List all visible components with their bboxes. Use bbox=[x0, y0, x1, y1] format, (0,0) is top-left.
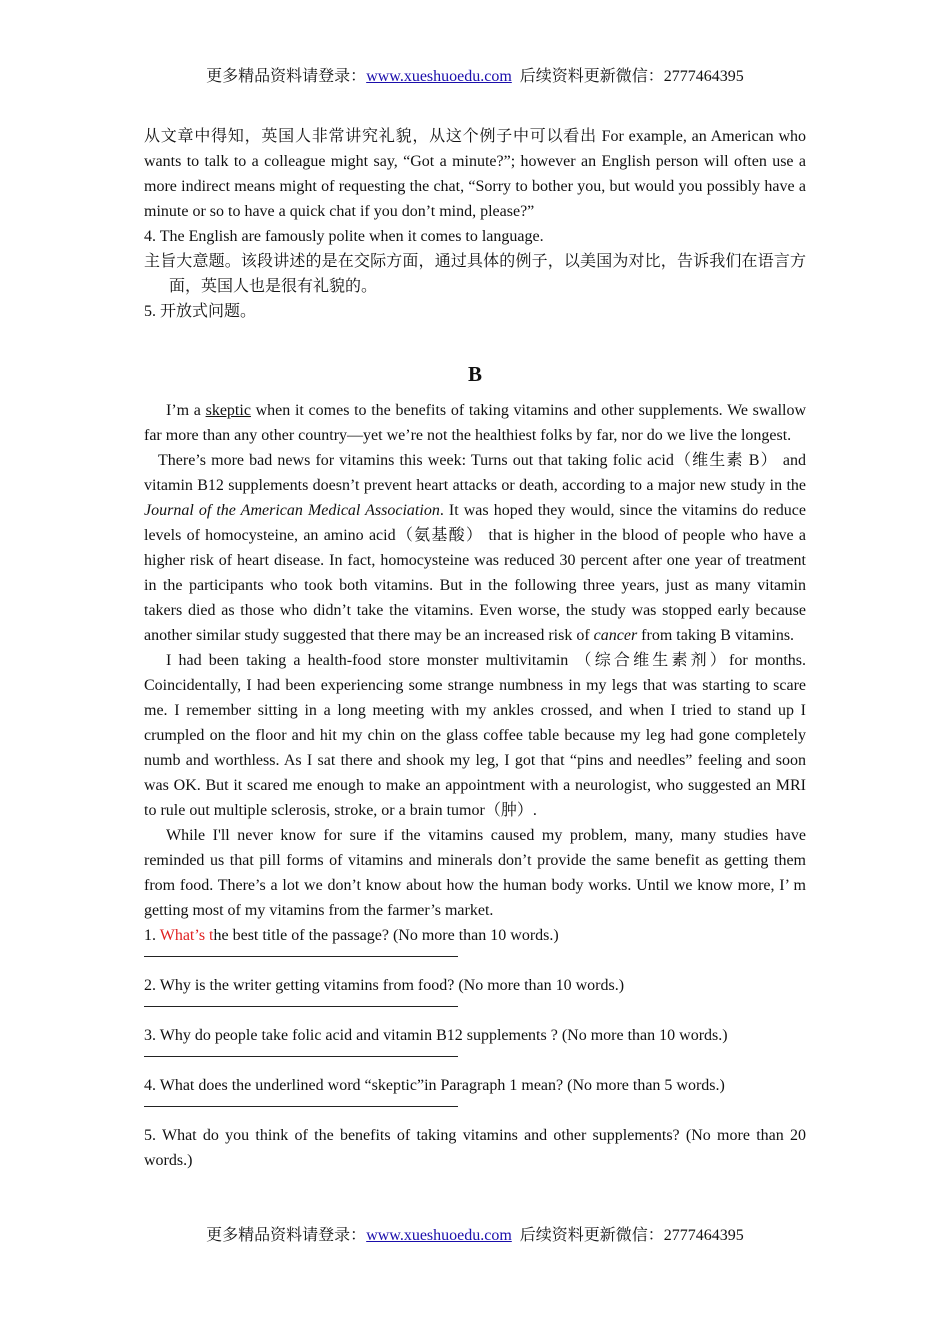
answer-line-4[interactable] bbox=[144, 1106, 458, 1107]
passage-paragraph-2 bbox=[144, 448, 806, 648]
question-5: 5. What do you think of the benefits of taking vitamins and other supplements? (No more than 20 words.) bbox=[144, 1127, 806, 1169]
section-title: B bbox=[467, 362, 482, 386]
p2-mid: . It was hoped they would, since the vitamins do reduce levels of homocysteine, an amino acid（氨基酸） that is higher in the blood of people who have a higher risk of heart disease. In fact, homocysteine was reduced 30 percent after one year of treatment in the participants who took both vitamins. But in the following three years, just as many vitamin takers died as those who didn’t take the vitamins. Even worse, the study was stopped early because another similar study suggested that there may be an increased risk of bbox=[144, 502, 806, 644]
answer-4: 4. The English are famously polite when it comes to language. bbox=[144, 228, 544, 245]
p2-post: from taking B vitamins. bbox=[637, 627, 795, 644]
cancer-word: cancer bbox=[593, 627, 638, 644]
question-3: 3. Why do people take folic acid and vitamin B12 supplements ? (No more than 10 words.) bbox=[144, 1027, 728, 1044]
p2-pre: There’s more bad news for vitamins this week: Turns out that taking folic acid（维生素 B） and vitamin B12 supplements doesn’t prevent heart attacks or death, according to a major new study in the bbox=[144, 452, 806, 494]
journal-title: Journal of the American Medical Association bbox=[144, 502, 440, 519]
q1-highlight: What’s t bbox=[159, 927, 214, 944]
footer-suffix: 后续资料更新微信：2777464395 bbox=[519, 1227, 744, 1244]
page-header bbox=[0, 67, 950, 87]
answer-line-1[interactable] bbox=[144, 956, 458, 957]
question-1 bbox=[144, 923, 806, 948]
document-body bbox=[144, 124, 806, 1173]
question-2: 2. Why is the writer getting vitamins from food? (No more than 10 words.) bbox=[144, 977, 625, 994]
page-footer bbox=[0, 1226, 950, 1246]
header-prefix: 更多精品资料请登录： bbox=[206, 68, 367, 85]
p1-post: when it comes to the benefits of taking vitamins and other supplements. We swallow far more than any other country—yet we’re not the healthiest folks by far, nor do we live the longest. bbox=[144, 402, 807, 444]
passage-paragraph-4: While I'll never know for sure if the vitamins caused my problem, many, many studies have reminded us that pill forms of vitamins and minerals don’t provide the same benefit as getting them from food. There’s a lot we don’t know about how the human body works. Until we know more, I’ m getting most of my vitamins from the farmer’s market. bbox=[144, 827, 806, 919]
answer-line-2[interactable] bbox=[144, 1006, 458, 1007]
passage-paragraph-1 bbox=[144, 398, 806, 448]
footer-link[interactable]: www.xueshuoedu.com bbox=[366, 1227, 512, 1244]
passage-paragraph-3: I had been taking a health-food store monster multivitamin （综合维生素剂）for months. Coincidentally, I had been experiencing some strange numbness in my legs that was starting to scare me. I remember sitting in a long meeting with my ankles crossed, and when I tried to stand up I crumpled on the floor and hit my chin on the glass coffee table because my leg had gone completely numb and worthless. As I sat there and shook my leg, I got that “pins and needles” feeling and soon was OK. But it scared me enough to make an appointment with a neurologist, who suggested an MRI to rule out multiple sclerosis, stroke, or a brain tumor（肿）. bbox=[144, 652, 806, 819]
footer-prefix: 更多精品资料请登录： bbox=[206, 1227, 367, 1244]
underlined-word-skeptic: skeptic bbox=[205, 402, 251, 419]
answer-5: 5. 开放式问题。 bbox=[144, 303, 257, 320]
answer-4-explanation: 主旨大意题。该段讲述的是在交际方面，通过具体的例子，以美国为对比，告诉我们在语言方面，英国人也是很有礼貌的。 bbox=[144, 253, 806, 295]
header-suffix: 后续资料更新微信：2777464395 bbox=[519, 68, 744, 85]
q1-num: 1. bbox=[144, 927, 160, 944]
answer-paragraph: 从文章中得知，英国人非常讲究礼貌，从这个例子中可以看出 For example, an American who wants to talk to a colleague might say, “Got a minute?”; however an English person will often use a more indirect means might of requesting the chat, “Sorry to bother you, but would you possibly have a minute or so to have a quick chat if you don’t mind, please?” bbox=[144, 128, 806, 220]
header-link[interactable]: www.xueshuoedu.com bbox=[366, 68, 512, 85]
p1-pre: I’m a bbox=[166, 402, 206, 419]
question-4: 4. What does the underlined word “skeptic”in Paragraph 1 mean? (No more than 5 words.) bbox=[144, 1077, 725, 1094]
answer-line-3[interactable] bbox=[144, 1056, 458, 1057]
q1-rest: he best title of the passage? (No more than 10 words.) bbox=[213, 927, 559, 944]
